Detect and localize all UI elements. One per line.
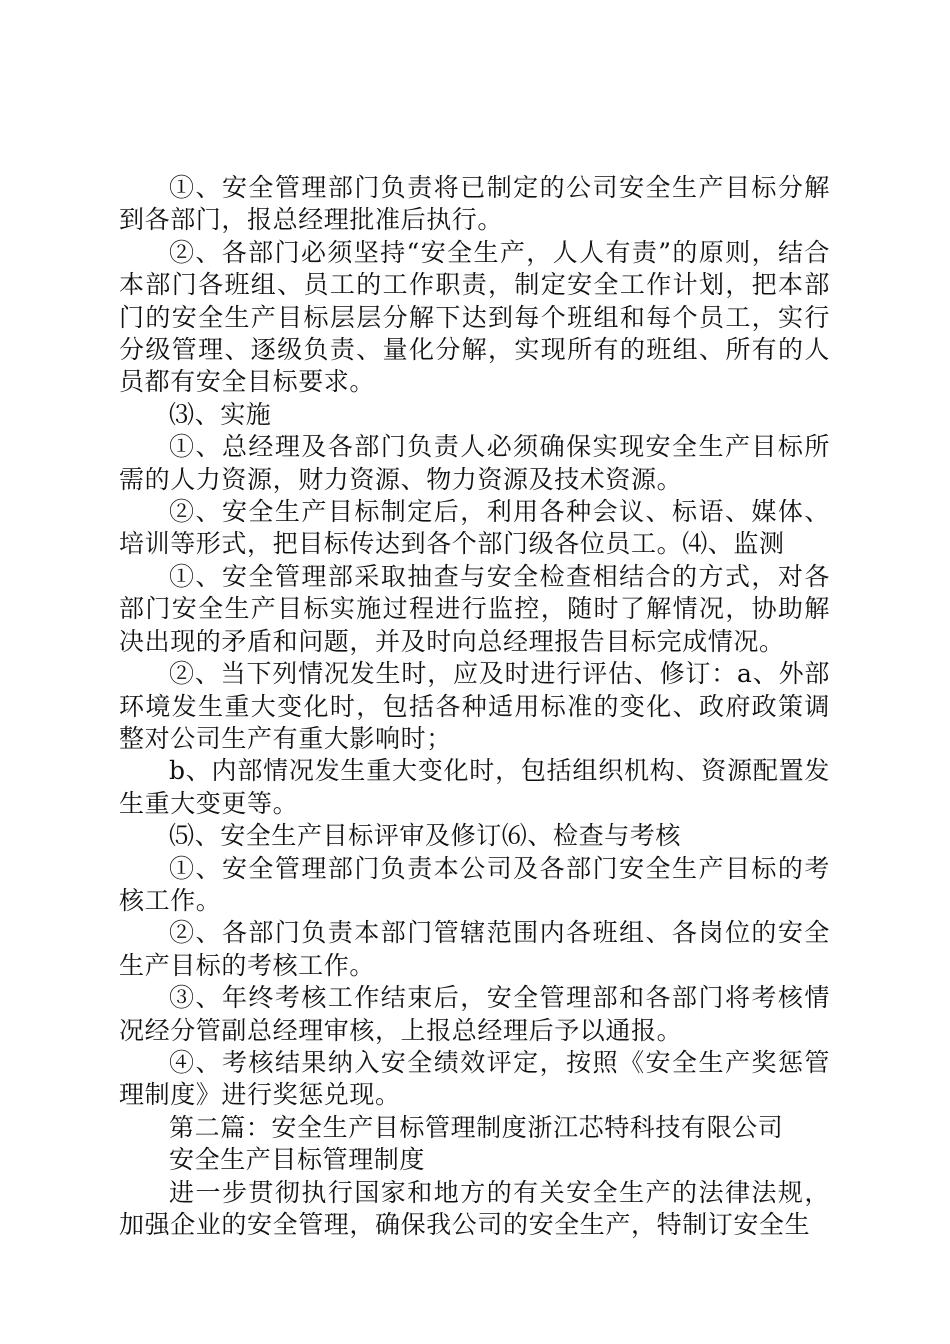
section-heading-implementation: ⑶、实施: [169, 399, 272, 429]
paragraph-item-2-communication: ②、安全生产目标制定后，利用各种会议、标语、媒体、培训等形式，把目标传达到各个部门级各位员工。⑷、监测: [119, 497, 830, 559]
paragraph-item-2-revision: ②、当下列情况发生时，应及时进行评估、修订：a、外部环境发生重大变化时，包括各种适用标准的变化、政府政策调整对公司生产有重大影响时；: [119, 659, 830, 753]
paragraph-item-1-decompose: ①、安全管理部门负责将已制定的公司安全生产目标分解到各部门，报总经理批准后执行。: [119, 173, 830, 235]
paragraph-item-2-department-plan: ②、各部门必须坚持“安全生产，人人有责”的原则，结合本部门各班组、员工的工作职责，制定安全工作计划，把本部门的安全生产目标层层分解下达到每个班组和每个员工，实行分级管理、逐级负责、量化分解，实现所有的班组、所有的人员都有安全目标要求。: [119, 237, 830, 397]
chapter-heading-part-two: 第二篇：安全生产目标管理制度浙江芯特科技有限公司: [169, 1112, 784, 1142]
document-body: [119, 172, 830, 1241]
paragraph-item-2-department-assessment: ②、各部门负责本部门管辖范围内各班组、各岗位的安全生产目标的考核工作。: [119, 918, 830, 980]
paragraph-item-1-resources: ①、总经理及各部门负责人必须确保实现安全生产目标所需的人力资源，财力资源、物力资源及技术资源。: [119, 432, 830, 494]
paragraph-item-3-year-end: ③、年终考核工作结束后，安全管理部和各部门将考核情况经分管副总经理审核，上报总经理后予以通报。: [119, 983, 830, 1045]
document-subtitle: 安全生产目标管理制度: [169, 1145, 426, 1175]
paragraph-item-b-internal-change: b、内部情况发生重大变化时，包括组织机构、资源配置发生重大变更等。: [119, 756, 830, 818]
paragraph-item-1-assessment: ①、安全管理部门负责本公司及各部门安全生产目标的考核工作。: [119, 853, 830, 915]
paragraph-item-4-rewards: ④、考核结果纳入安全绩效评定，按照《安全生产奖惩管理制度》进行奖惩兑现。: [119, 1047, 830, 1110]
section-heading-review-and-inspection: ⑸、安全生产目标评审及修订⑹、检查与考核: [169, 821, 682, 851]
paragraph-introduction: 进一步贯彻执行国家和地方的有关安全生产的法律法规，加强企业的安全管理，确保我公司的安全生产，特制订安全生: [119, 1177, 830, 1239]
paragraph-item-1-monitoring: ①、安全管理部采取抽查与安全检查相结合的方式，对各部门安全生产目标实施过程进行监控，随时了解情况，协助解决出现的矛盾和问题，并及时向总经理报告目标完成情况。: [119, 561, 830, 656]
